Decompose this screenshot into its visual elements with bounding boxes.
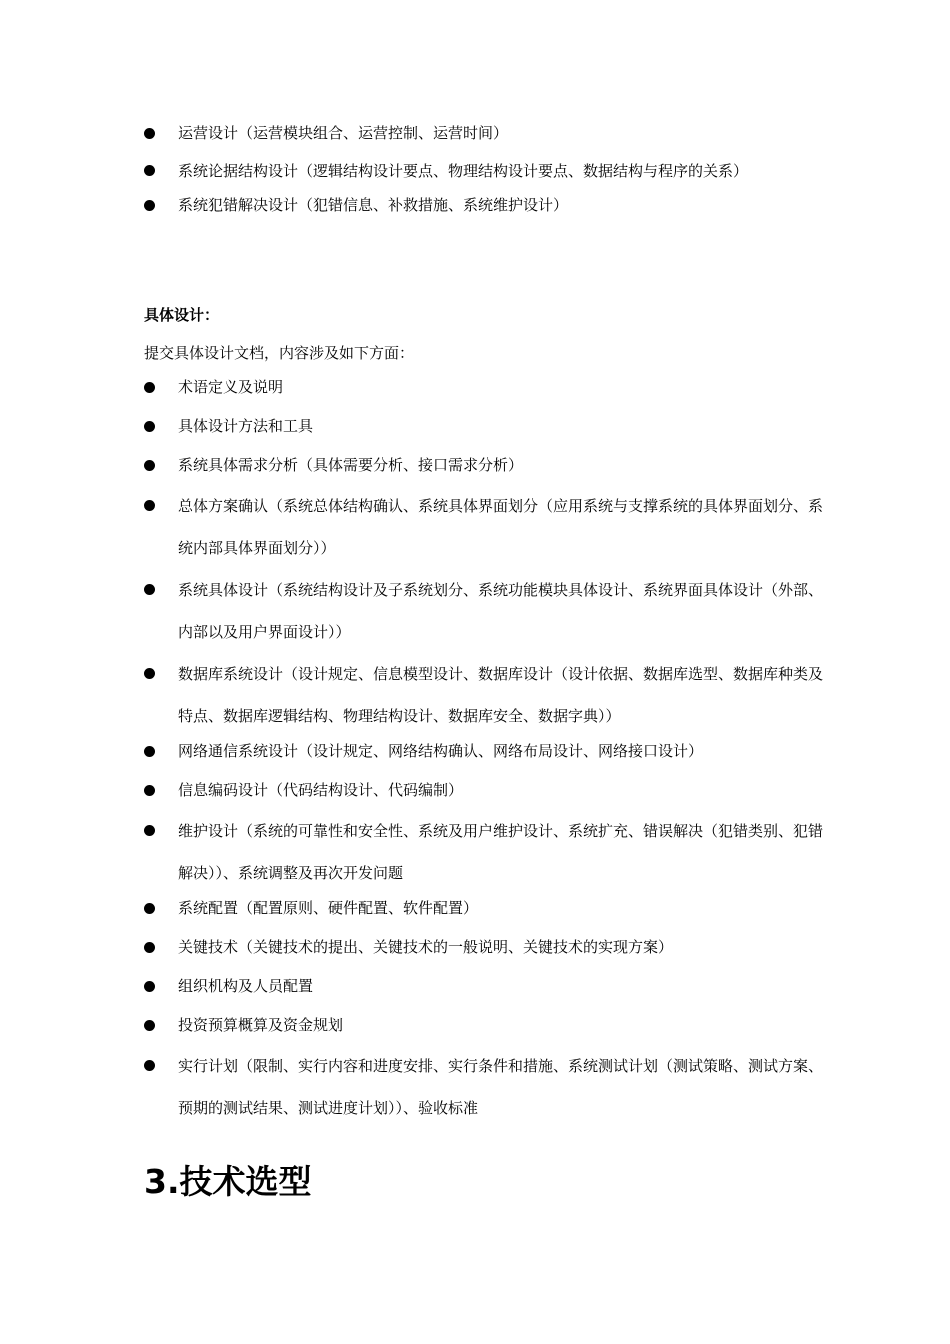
list-item-text: 系统配置（配置原则、硬件配置、软件配置） <box>178 899 479 917</box>
list-item-text: 总体方案确认（系统总体结构确认、系统具体界面划分（应用系统与支撑系统的具体界面划分、系统内部具体界面划分）） <box>178 497 824 557</box>
bullet-icon <box>144 460 155 471</box>
list-item <box>0 114 823 153</box>
bullet-icon <box>144 500 155 511</box>
list-item <box>0 771 823 810</box>
bullet-icon <box>144 1020 155 1031</box>
list-item-text: 具体设计方法和工具 <box>178 417 314 435</box>
list-item <box>0 1045 823 1129</box>
list-item <box>0 967 823 1006</box>
list-item <box>0 928 823 967</box>
detail-bullet-list <box>0 368 950 1129</box>
list-item-text: 运营设计（运营模块组合、运营控制、运营时间） <box>178 124 509 142</box>
bullet-icon <box>144 785 155 796</box>
intro-text: 提交具体设计文档，内容涉及如下方面： <box>144 344 415 362</box>
list-item-text: 关键技术（关键技术的提出、关键技术的一般说明、关键技术的实现方案） <box>178 938 674 956</box>
bullet-icon <box>144 200 155 211</box>
list-item-text: 实行计划（限制、实行内容和进度安排、实行条件和措施、系统测试计划（测试策略、测试方案、预期的测试结果、测试进度计划））、验收标准 <box>178 1057 824 1117</box>
list-item <box>0 186 823 225</box>
list-item-text: 信息编码设计（代码结构设计、代码编制） <box>178 781 464 799</box>
list-item <box>0 889 823 928</box>
list-item <box>0 407 823 446</box>
list-item-text: 组织机构及人员配置 <box>178 977 314 995</box>
list-item-text: 系统犯错解决设计（犯错信息、补救措施、系统维护设计） <box>178 196 569 214</box>
bullet-icon <box>144 382 155 393</box>
list-item-text: 数据库系统设计（设计规定、信息模型设计、数据库设计（设计依据、数据库选型、数据库种类及特点、数据库逻辑结构、物理结构设计、数据库安全、数据字典）） <box>178 665 824 725</box>
list-item <box>0 1006 823 1045</box>
bullet-icon <box>144 584 155 595</box>
list-item <box>0 653 823 737</box>
bullet-icon <box>144 942 155 953</box>
list-item <box>0 485 823 569</box>
bullet-icon <box>144 165 155 176</box>
list-item-text: 网络通信系统设计（设计规定、网络结构确认、网络布局设计、网络接口设计） <box>178 742 704 760</box>
list-item <box>0 732 823 771</box>
section-heading: 3.技术选型 <box>144 1162 312 1201</box>
bullet-icon <box>144 746 155 757</box>
list-item-text: 投资预算概算及资金规划 <box>178 1016 344 1034</box>
list-item-text: 系统具体设计（系统结构设计及子系统划分、系统功能模块具体设计、系统界面具体设计（外部、内部以及用户界面设计）） <box>178 581 824 641</box>
list-item-text: 维护设计（系统的可靠性和安全性、系统及用户维护设计、系统扩充、错误解决（犯错类别、犯错解决））、系统调整及再次开发问题 <box>178 822 824 882</box>
list-item <box>0 368 823 407</box>
list-item-text: 术语定义及说明 <box>178 378 284 396</box>
top-bullet-list <box>0 114 950 225</box>
bullet-icon <box>144 903 155 914</box>
list-item <box>0 446 823 485</box>
list-item <box>0 569 823 653</box>
list-item <box>0 810 823 894</box>
bullet-icon <box>144 421 155 432</box>
bullet-icon <box>144 825 155 836</box>
section-label: 具体设计： <box>144 306 220 324</box>
bullet-icon <box>144 981 155 992</box>
bullet-icon <box>144 668 155 679</box>
bullet-icon <box>144 128 155 139</box>
list-item-text: 系统具体需求分析（具体需要分析、接口需求分析） <box>178 456 524 474</box>
list-item-text: 系统论据结构设计（逻辑结构设计要点、物理结构设计要点、数据结构与程序的关系） <box>178 162 749 180</box>
bullet-icon <box>144 1060 155 1071</box>
